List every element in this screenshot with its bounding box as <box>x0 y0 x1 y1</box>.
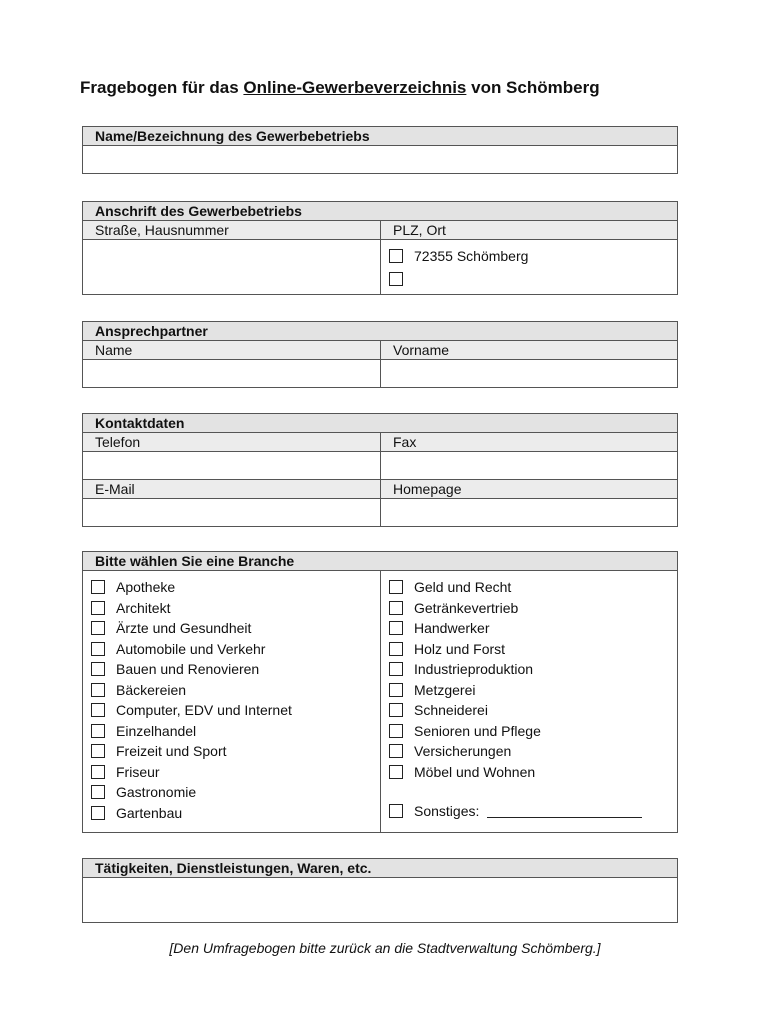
title-suffix: von Schömberg <box>466 78 600 97</box>
branch-option-label: Freizeit und Sport <box>116 743 227 760</box>
checkbox[interactable] <box>389 601 403 615</box>
activities-field[interactable] <box>83 878 677 922</box>
branch-option-label: Möbel und Wohnen <box>414 763 536 780</box>
firstname-label: Vorname <box>393 342 450 358</box>
section-header: Bitte wählen Sie eine Branche <box>83 552 677 571</box>
branch-option-label: Computer, EDV und Internet <box>116 702 292 719</box>
checkbox[interactable] <box>91 662 105 676</box>
branch-option[interactable] <box>91 577 372 598</box>
branch-list-left <box>83 571 381 832</box>
other-input-line[interactable] <box>487 805 642 818</box>
email-homepage-labels <box>83 480 677 499</box>
branch-option[interactable] <box>91 721 372 742</box>
homepage-label: Homepage <box>393 481 462 497</box>
checkbox[interactable] <box>389 724 403 738</box>
section-header: Kontaktdaten <box>83 414 677 433</box>
branch-option[interactable] <box>91 639 372 660</box>
branch-option-label: Schneiderei <box>414 702 488 719</box>
branch-option-label: Gartenbau <box>116 804 183 821</box>
checkbox[interactable] <box>389 642 403 656</box>
branch-option-label: Bäckereien <box>116 681 187 698</box>
section-header: Name/Bezeichnung des Gewerbebetriebs <box>83 127 677 146</box>
branch-option[interactable] <box>389 721 669 742</box>
branch-option[interactable] <box>389 680 669 701</box>
checkbox[interactable] <box>91 724 105 738</box>
branch-option-label: Automobile und Verkehr <box>116 640 266 657</box>
branch-option[interactable] <box>389 639 669 660</box>
branch-option-label: Gastronomie <box>116 784 197 801</box>
address-labels <box>83 221 677 240</box>
checkbox[interactable] <box>91 601 105 615</box>
branch-option-label: Versicherungen <box>414 743 512 760</box>
checkbox[interactable] <box>389 744 403 758</box>
branch-option-label: Bauen und Renovieren <box>116 661 260 678</box>
branch-option-label: Metzgerei <box>414 681 476 698</box>
branch-option[interactable] <box>389 618 669 639</box>
checkbox[interactable] <box>91 703 105 717</box>
branch-option-label: Geld und Recht <box>414 579 512 596</box>
branch-option[interactable] <box>91 680 372 701</box>
checkbox[interactable] <box>91 621 105 635</box>
name-label: Name <box>83 341 381 359</box>
checkbox[interactable] <box>389 765 403 779</box>
branch-option-other[interactable]: Sonstiges: <box>389 801 642 822</box>
branch-option-label: Einzelhandel <box>116 722 197 739</box>
section-header: Anschrift des Gewerbebetriebs <box>83 202 677 221</box>
footer-note: [Den Umfragebogen bitte zurück an die Stadtverwaltung Schömberg.] <box>169 940 601 956</box>
branch-option[interactable] <box>91 700 372 721</box>
checkbox[interactable] <box>91 785 105 799</box>
branch-option-label: Senioren und Pflege <box>414 722 541 739</box>
street-label: Straße, Hausnummer <box>83 221 381 239</box>
city-label: PLZ, Ort <box>393 222 446 238</box>
title-prefix: Fragebogen für das <box>80 78 244 97</box>
branch-option-label: Apotheke <box>116 579 176 596</box>
name-field[interactable] <box>83 360 381 387</box>
city-option-schoemberg[interactable]: 72355 Schömberg <box>389 244 669 267</box>
checkbox[interactable] <box>91 683 105 697</box>
branch-option[interactable] <box>91 762 372 783</box>
branch-option[interactable] <box>91 618 372 639</box>
branch-option[interactable] <box>91 598 372 619</box>
street-field[interactable] <box>83 240 381 294</box>
checkbox[interactable] <box>389 580 403 594</box>
branch-option-label: Industrieproduktion <box>414 661 534 678</box>
branch-option[interactable] <box>389 659 669 680</box>
checkbox[interactable] <box>91 580 105 594</box>
checkbox[interactable] <box>389 703 403 717</box>
checkbox[interactable] <box>91 744 105 758</box>
email-field[interactable] <box>83 499 381 526</box>
section-contact-data <box>82 413 678 527</box>
checkbox[interactable] <box>389 662 403 676</box>
city-option-other[interactable] <box>389 267 669 290</box>
checkbox[interactable] <box>389 621 403 635</box>
checkbox[interactable] <box>389 683 403 697</box>
branch-option[interactable] <box>91 803 372 824</box>
branch-list-right-wrap <box>381 571 677 832</box>
firstname-field[interactable] <box>381 360 677 387</box>
phone-fax-labels <box>83 433 677 452</box>
branch-option[interactable] <box>389 598 669 619</box>
phone-label: Telefon <box>83 433 381 451</box>
checkbox[interactable] <box>389 249 403 263</box>
branch-option-label: Friseur <box>116 763 160 780</box>
section-header: Ansprechpartner <box>83 322 677 341</box>
branch-option[interactable] <box>389 577 669 598</box>
branch-option[interactable] <box>91 741 372 762</box>
homepage-field[interactable] <box>381 499 677 526</box>
fax-field[interactable] <box>381 452 677 479</box>
title-underlined: Online-Gewerbeverzeichnis <box>243 78 467 97</box>
checkbox[interactable] <box>389 272 403 286</box>
phone-field[interactable] <box>83 452 381 479</box>
section-header: Tätigkeiten, Dienstleistungen, Waren, etc. <box>83 859 677 878</box>
branch-option-label: Holz und Forst <box>414 640 506 657</box>
checkbox[interactable] <box>389 804 403 818</box>
business-name-field[interactable] <box>83 146 677 173</box>
section-business-name <box>82 126 678 174</box>
section-activities <box>82 858 678 923</box>
branch-option-label: Ärzte und Gesundheit <box>116 620 252 637</box>
fax-label: Fax <box>393 434 417 450</box>
branch-option[interactable] <box>389 700 669 721</box>
checkbox[interactable] <box>91 765 105 779</box>
email-label: E-Mail <box>83 480 381 498</box>
checkbox[interactable] <box>91 642 105 656</box>
page-title <box>80 78 600 98</box>
branch-option[interactable] <box>91 782 372 803</box>
section-address <box>82 201 678 295</box>
section-contact-person <box>82 321 678 388</box>
contact-person-labels <box>83 341 677 360</box>
branch-option[interactable] <box>389 741 669 762</box>
branch-option[interactable] <box>389 762 669 783</box>
branch-list-right <box>389 577 669 782</box>
branch-option-label: Handwerker <box>414 620 490 637</box>
branch-option-label: Getränkevertrieb <box>414 599 519 616</box>
branch-option-label: Architekt <box>116 599 171 616</box>
checkbox[interactable] <box>91 806 105 820</box>
section-branch <box>82 551 678 833</box>
branch-option[interactable] <box>91 659 372 680</box>
